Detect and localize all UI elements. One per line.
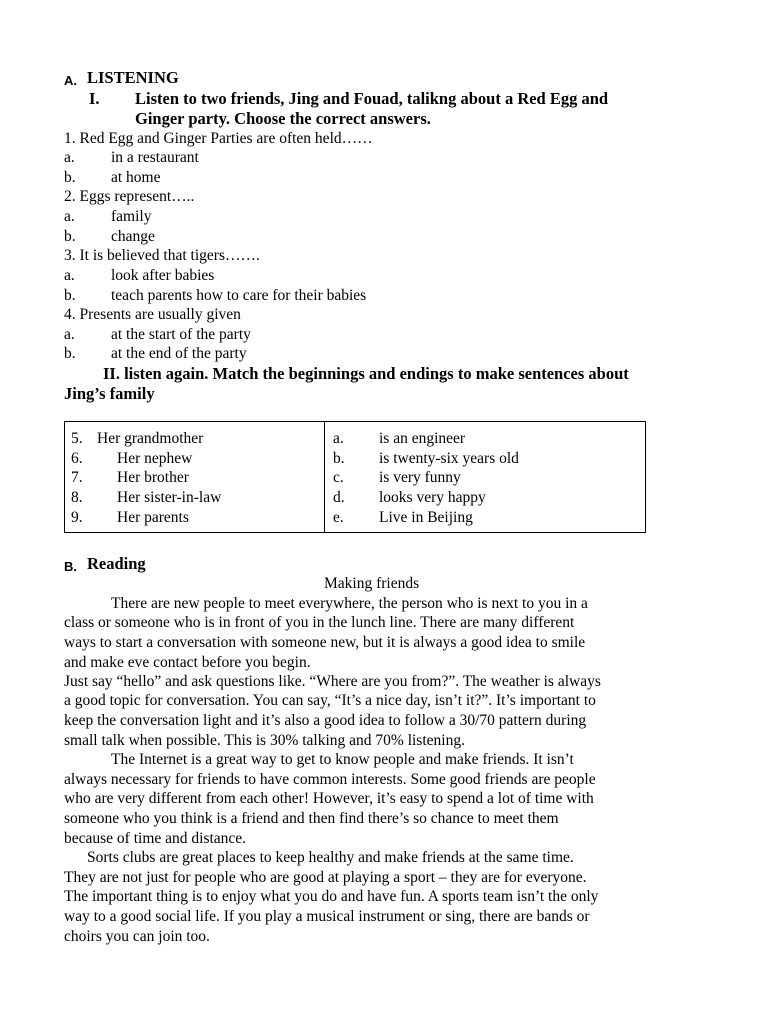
part1-numeral: I. [89,89,100,108]
section-b-marker: B. [64,559,77,574]
option-text: in a restaurant [111,149,199,166]
passage-line: choirs you can join too. [64,928,210,945]
passage-line: Just say “hello” and ask questions like. “Where are you from?”. The weather is always [64,673,601,690]
beginning-text: Her sister-in-law [117,489,222,506]
ending-letter: c. [333,469,344,486]
match-table [64,421,646,533]
part1-instruction-line2: Ginger party. Choose the correct answers. [135,109,431,128]
passage-line: because of time and distance. [64,830,247,847]
passage-line: Sorts clubs are great places to keep healthy and make friends at the same time. [87,849,574,866]
ending-text: Live in Beijing [379,509,473,526]
option-letter: a. [64,267,75,284]
passage-line: small talk when possible. This is 30% talking and 70% listening. [64,732,465,749]
option-letter: b. [64,228,76,245]
section-b-title: Reading [87,554,146,573]
option-text: look after babies [111,267,215,284]
option-text: at the start of the party [111,326,251,343]
table-column-divider [324,422,325,532]
option-letter: b. [64,345,76,362]
ending-text: looks very happy [379,489,486,506]
option-letter: a. [64,326,75,343]
passage-line: class or someone who is in front of you in the lunch line. There are many different [64,614,575,631]
passage-line: someone who you think is a friend and then find there’s so chance to meet them [64,810,559,827]
ending-letter: d. [333,489,345,506]
passage-title: Making friends [324,575,420,592]
ending-text: is very funny [379,469,461,486]
ending-letter: a. [333,430,344,447]
ending-text: is twenty-six years old [379,450,519,467]
beginning-text: Her grandmother [97,430,204,447]
option-letter: a. [64,208,75,225]
passage-line: ways to start a conversation with someone new, but it is always a good idea to smile [64,634,586,651]
option-text: change [111,228,155,245]
passage-line: way to a good social life. If you play a musical instrument or sing, there are bands or [64,908,590,925]
question-1: 1. Red Egg and Ginger Parties are often held…… [64,130,373,147]
passage-line: keep the conversation light and it’s also a good idea to follow a 30/70 pattern during [64,712,587,729]
beginning-text: Her brother [117,469,189,486]
option-letter: b. [64,287,76,304]
beginning-number: 6. [71,450,83,467]
option-text: family [111,208,152,225]
section-a-title: LISTENING [87,68,179,87]
part2-instruction-line2: Jing’s family [64,384,155,403]
passage-line: and make eve contact before you begin. [64,654,311,671]
passage-line: who are very different from each other! However, it’s easy to spend a lot of time with [64,790,594,807]
beginning-text: Her parents [117,509,189,526]
ending-letter: b. [333,450,345,467]
beginning-number: 5. [71,430,83,447]
option-text: teach parents how to care for their babies [111,287,367,304]
option-letter: b. [64,169,76,186]
passage-line: a good topic for conversation. You can say, “It’s a nice day, isn’t it?”. It’s important to [64,692,596,709]
beginning-number: 7. [71,469,83,486]
beginning-text: Her nephew [117,450,193,467]
question-2: 2. Eggs represent….. [64,188,195,205]
passage-line: The Internet is a great way to get to know people and make friends. It isn’t [111,751,574,768]
ending-letter: e. [333,509,344,526]
part1-instruction-line1: Listen to two friends, Jing and Fouad, talikng about a Red Egg and [135,89,609,108]
section-a-marker: A. [64,73,77,88]
question-4: 4. Presents are usually given [64,306,241,323]
beginning-number: 9. [71,509,83,526]
option-letter: a. [64,149,75,166]
part2-instruction-line1: II. listen again. Match the beginnings and endings to make sentences about [103,364,629,383]
option-text: at home [111,169,161,186]
option-text: at the end of the party [111,345,247,362]
passage-line: There are new people to meet everywhere, the person who is next to you in a [111,595,588,612]
passage-line: The important thing is to enjoy what you do and have fun. A sports team isn’t the only [64,888,599,905]
beginning-number: 8. [71,489,83,506]
question-3: 3. It is believed that tigers……. [64,247,260,264]
passage-line: They are not just for people who are good at playing a sport – they are for everyone. [64,869,587,886]
ending-text: is an engineer [379,430,466,447]
passage-line: always necessary for friends to have common interests. Some good friends are people [64,771,596,788]
